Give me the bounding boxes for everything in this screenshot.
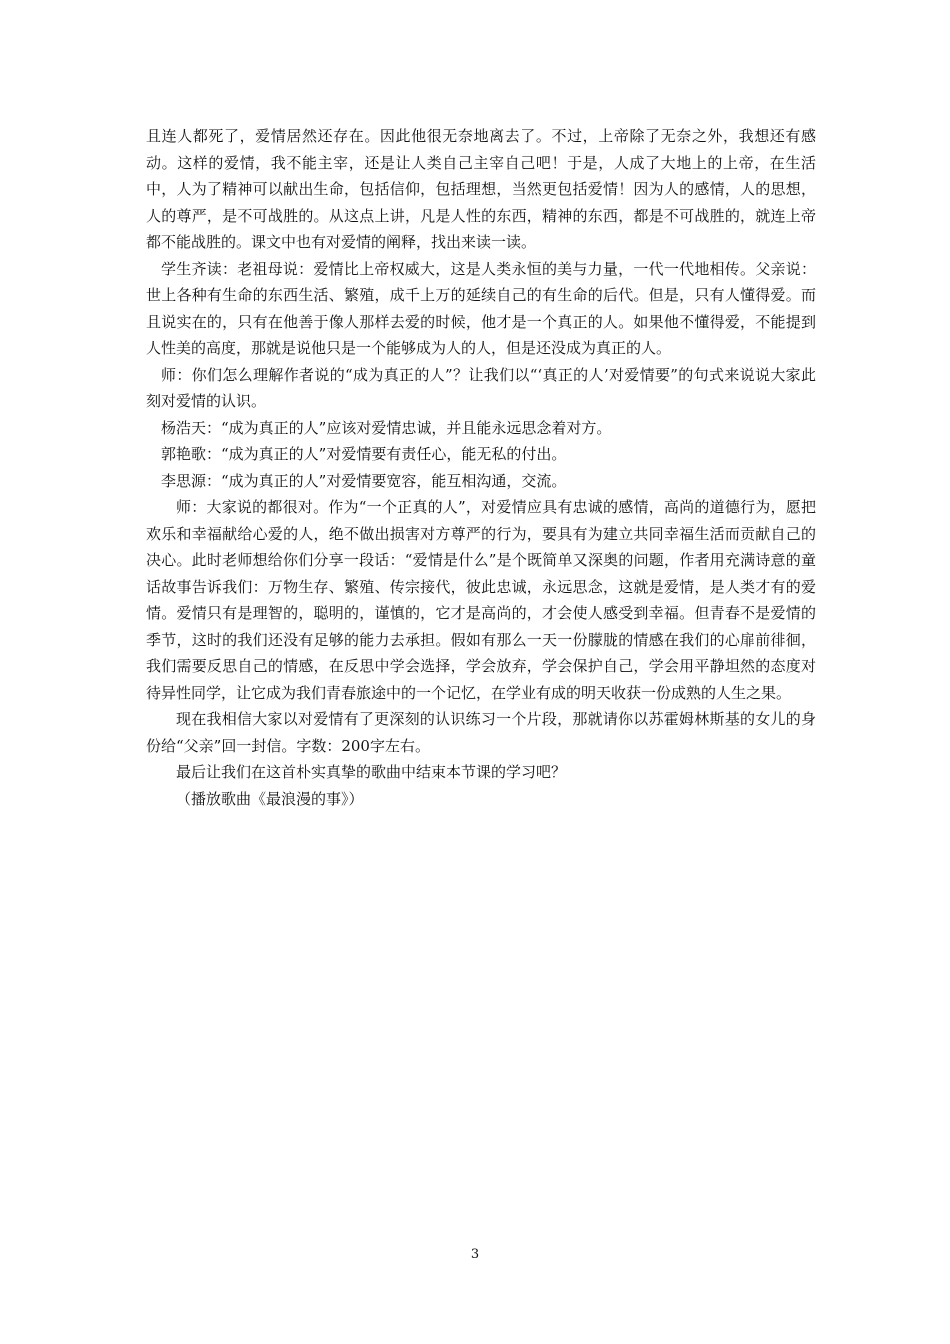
paragraph-student-reading: 学生齐读：老祖母说：爱情比上帝权威大，这是人类永恒的美与力量，一代一代地相传。父亲说：世上各种有生命的东西生活、繁殖，成千上万的延续自己的有生命的后代。但是，只有人懂得爱。而且说实在的，只有在他善于像人那样去爱的时候，他才是一个真正的人。如果他不懂得爱，不能提到人性美的高度，那就是说他只是一个能够成为人的人，但是还没成为真正的人。 <box>146 259 816 357</box>
paragraph-exercise: 现在我相信大家以对爱情有了更深刻的认识练习一个片段，那就请你以苏霍姆林斯基的女儿的身份给“父亲”回一封信。字数：200字左右。 <box>146 710 816 755</box>
paragraph-student-yang: 杨浩天：“成为真正的人”应该对爱情忠诚，并且能永远思念着对方。 <box>161 418 612 437</box>
paragraph-student-guo: 郭艳歌：“成为真正的人”对爱情要有责任心，能无私的付出。 <box>161 445 567 463</box>
paragraph-teacher-question: 师：你们怎么理解作者说的“成为真正的人”？让我们以“‘真正的人’对爱情要”的句式来说说大家此刻对爱情的认识。 <box>146 365 816 410</box>
document-body <box>146 123 816 812</box>
paragraph-1: 且连人都死了，爱情居然还存在。因此他很无奈地离去了。不过，上帝除了无奈之外，我想还有感动。这样的爱情，我不能主宰，还是让人类自己主宰自己吧！于是，人成了大地上的上帝，在生活中，人为了精神可以献出生命，包括信仰，包括理想，当然更包括爱情！因为人的感情，人的思想，人的尊严，是不可战胜的。从这点上讲，凡是人性的东西，精神的东西，都是不可战胜的，就连上帝都不能战胜的。课文中也有对爱情的阐释，找出来读一读。 <box>146 127 816 251</box>
paragraph-closing: 最后让我们在这首朴实真挚的歌曲中结束本节课的学习吧？ <box>176 763 567 781</box>
paragraph-student-li: 李思源：“成为真正的人”对爱情要宽容，能互相沟通，交流。 <box>161 471 567 490</box>
paragraph-teacher-summary: 师：大家说的都很对。作为“一个正真的人”，对爱情应具有忠诚的感情，高尚的道德行为，愿把欢乐和幸福献给心爱的人，绝不做出损害对方尊严的行为，要具有为建立共同幸福生活而贡献自己的决心。此时老师想给你们分享一段话：“爱情是什么”是个既简单又深奥的问题，作者用充满诗意的童话故事告诉我们：万物生存、繁殖、传宗接代，彼此忠诚，永远思念，这就是爱情，是人类才有的爱情。爱情只有是理智的，聪明的，谨慎的，它才是高尚的，才会使人感受到幸福。但青春不是爱情的季节，这时的我们还没有足够的能力去承担。假如有那么一天一份朦胧的情感在我们的心扉前徘徊，我们需要反思自己的情感，在反思中学会选择，学会放弃，学会保护自己，学会用平静坦然的态度对待异性同学，让它成为我们青春旅途中的一个记忆，在学业有成的明天收获一份成熟的人生之果。 <box>146 498 816 702</box>
page-number: 3 <box>470 1247 480 1262</box>
paragraph-song: （播放歌曲《最浪漫的事》） <box>176 789 364 808</box>
